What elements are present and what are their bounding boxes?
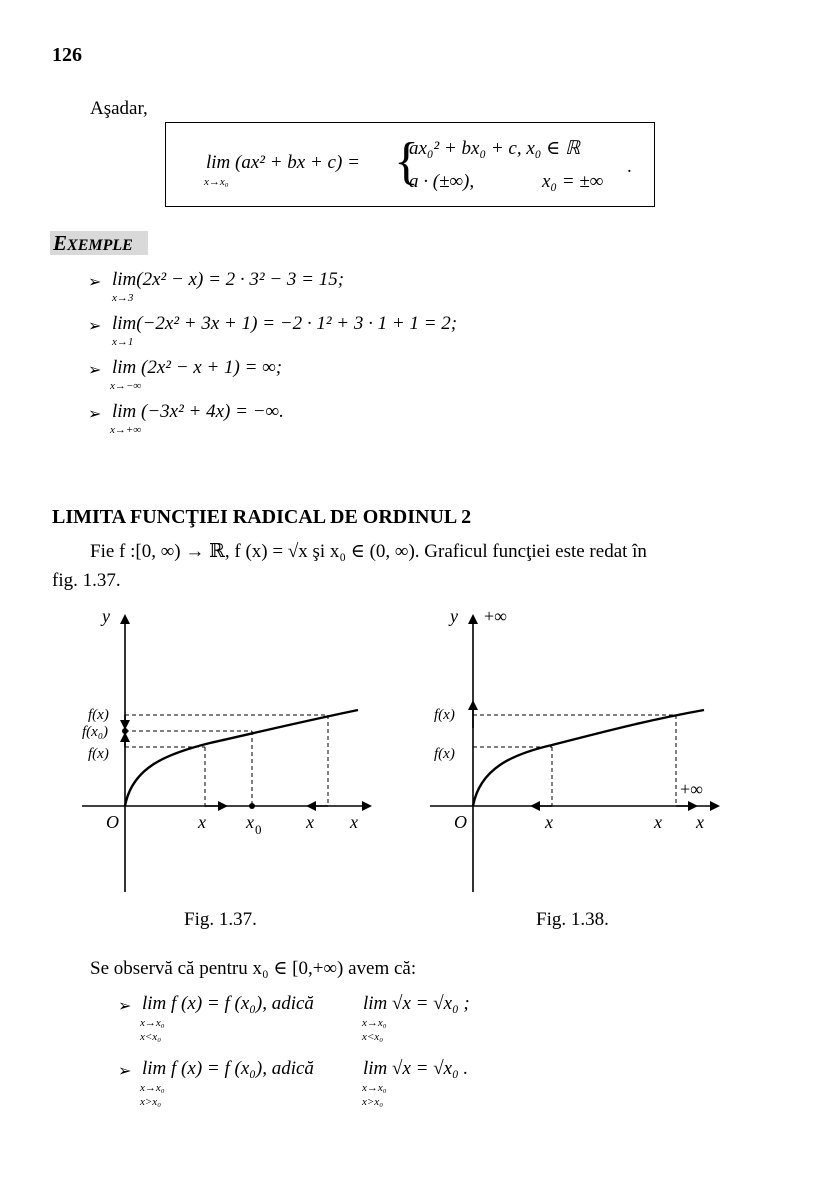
caption-fig-1-38: Fig. 1.38. [536,909,609,930]
figure-1-38 [418,598,738,896]
sqrt-curve [125,710,358,806]
formula-end-mark: . [627,156,632,177]
limit-sub-rhs-1: x→x₀ [362,1017,387,1029]
example-expr: lim (2x² − x + 1) = ∞; [112,357,283,378]
formula-lhs-sub: x→x₀ [204,176,229,188]
x-label: x [696,812,704,832]
observation-text: Se observă că pentru x₀ ∈ [0,+∞) avem că: [90,958,417,979]
formula-brace: { [394,133,419,190]
intro-text: Aşadar, [90,98,148,119]
example-sub: x→−∞ [110,380,142,392]
origin-label: O [454,812,467,832]
y-label: y [102,606,110,626]
y-inf-label: +∞ [484,606,507,626]
paragraph-line1: Fie f :[0, ∞) → ℝ, f (x) = √x şi x₀ ∈ (0, ∞). Graficul funcţiei este redat în [90,541,647,562]
fx-bottom-label: f(x) [88,746,109,762]
example-bullet: ➢ [88,362,102,379]
fx0-label: f(x₀) [82,724,109,740]
limit-lhs: lim f (x) = f (x₀), adică [142,993,314,1014]
examples-heading-first: E [53,231,68,255]
limit-sub-rhs-1: x→x₀ [362,1082,387,1094]
figure-1-37 [70,598,390,896]
example-bullet: ➢ [88,406,102,423]
formula-case2-cond: x₀ = ±∞ [542,171,604,192]
limit-bullet: ➢ [118,1063,132,1080]
limit-sub-lhs-1: x→x₀ [140,1082,165,1094]
point-x0 [249,803,255,809]
example-sub: x→+∞ [110,424,142,436]
formula-case2-value: a · (±∞), [409,171,475,192]
x-inf-label: +∞ [680,779,703,799]
sqrt-curve [473,710,704,806]
example-expr: lim(−2x² + 3x + 1) = −2 · 1² + 3 · 1 + 1 = 2; [112,313,458,334]
formula-case1: ax₀² + bx₀ + c, x₀ ∈ ℝ [409,138,580,159]
example-expr: lim(2x² − x) = 2 · 3² − 3 = 15; [112,269,345,290]
example-sub: x→3 [112,292,134,304]
limit-sub-lhs-2: x<x₀ [140,1031,162,1043]
x-left-label: x [545,812,553,832]
point-fx0 [122,728,128,734]
x-left-label: x [198,812,206,832]
origin-label: O [106,812,119,832]
formula-lhs: lim (ax² + bx + c) = [206,152,360,173]
example-bullet: ➢ [88,274,102,291]
formula-box [165,122,655,207]
page-number: 126 [52,44,82,66]
example-bullet: ➢ [88,318,102,335]
limit-rhs: lim √x = √x₀ ; [363,993,470,1014]
section-title: LIMITA FUNCŢIEI RADICAL DE ORDINUL 2 [52,506,472,528]
limit-sub-rhs-2: x<x₀ [362,1031,384,1043]
example-expr: lim (−3x² + 4x) = −∞. [112,401,284,422]
examples-heading-rest: XEMPLE [67,237,133,254]
examples-heading [50,231,148,255]
caption-fig-1-37: Fig. 1.37. [184,909,257,930]
x-right-label: x [306,812,314,832]
limit-sub-lhs-1: x→x₀ [140,1017,165,1029]
paragraph-line2: fig. 1.37. [52,570,121,591]
limit-bullet: ➢ [118,998,132,1015]
x-label: x [350,812,358,832]
x0-label: x [246,812,254,832]
limit-lhs: lim f (x) = f (x₀), adică [142,1058,314,1079]
fx-top-label: f(x) [88,707,109,723]
limit-sub-lhs-2: x>x₀ [140,1096,162,1108]
x-right-label: x [654,812,662,832]
fx-bottom-label: f(x) [434,746,455,762]
limit-sub-rhs-2: x>x₀ [362,1096,384,1108]
limit-rhs: lim √x = √x₀ . [363,1058,469,1079]
x0-subscript: 0 [255,822,262,837]
fx-top-label: f(x) [434,707,455,723]
y-label: y [450,606,458,626]
example-sub: x→1 [112,336,134,348]
